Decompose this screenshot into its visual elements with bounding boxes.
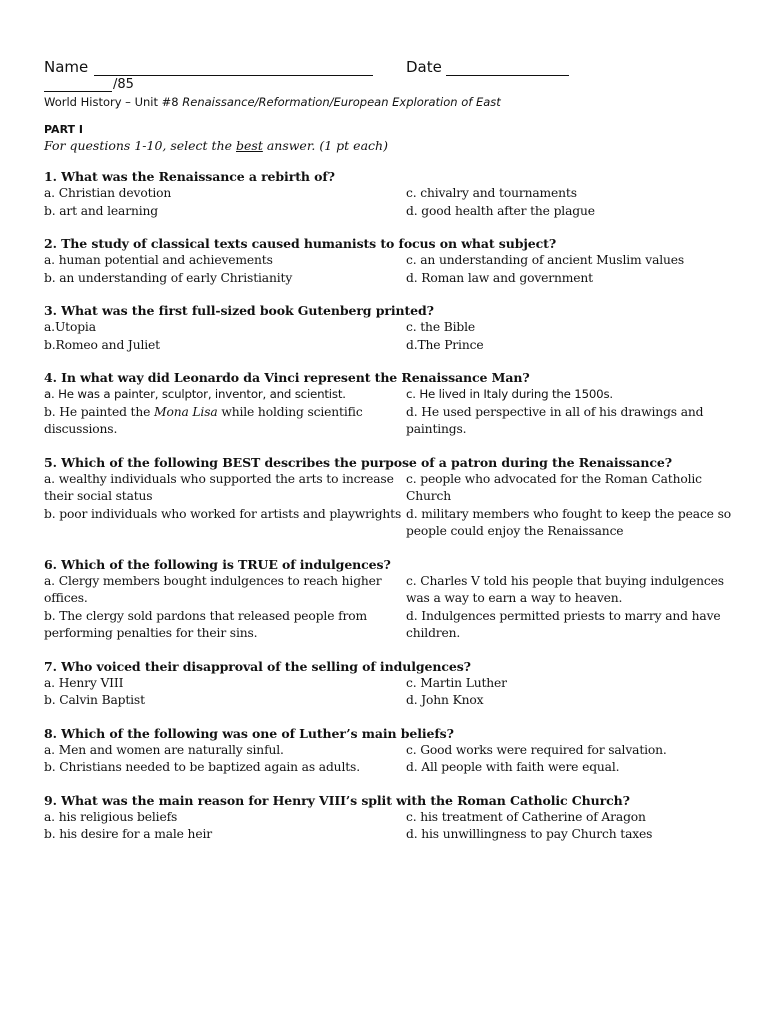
option-b[interactable]: b. Christians needed to be baptized again as adults. [44, 760, 360, 774]
score-total: /85 [113, 77, 134, 92]
answer-options [44, 185, 734, 220]
option-a[interactable]: a. Clergy members bought indulgences to reach higher offices. [44, 573, 382, 605]
option-d[interactable]: d. He used perspective in all of his drawings and paintings. [406, 404, 704, 436]
question-stem: 3. What was the first full-sized book Gutenberg printed? [44, 303, 434, 318]
option-a[interactable]: a. Men and women are naturally sinful. [44, 742, 284, 757]
question-stem: 4. In what way did Leonardo da Vinci represent the Renaissance Man? [44, 370, 530, 385]
question-2 [44, 235, 734, 287]
question-6 [44, 556, 734, 643]
unit-topic: Renaissance/Reformation/European Exploration of East [182, 95, 501, 109]
question-1 [44, 168, 734, 220]
option-b[interactable]: b. art and learning [44, 203, 158, 218]
question-5 [44, 454, 734, 541]
option-d[interactable]: d.The Prince [406, 337, 484, 352]
painting-title: Mona Lisa [154, 404, 218, 419]
question-stem: 9. What was the main reason for Henry VIII’s split with the Roman Catholic Church? [44, 792, 630, 808]
emphasis-best: best [236, 138, 263, 153]
option-d[interactable]: d. military members who fought to keep the peace so people could enjoy the Renaissance [406, 506, 731, 538]
option-b[interactable]: b. an understanding of early Christianity [44, 270, 293, 285]
option-d[interactable]: d. his unwillingness to pay Church taxes [406, 827, 653, 841]
option-b[interactable]: b. his desire for a male heir [44, 827, 212, 841]
option-c[interactable]: c. an understanding of ancient Muslim values [406, 253, 685, 267]
option-b[interactable]: b. He painted the Mona Lisa while holding scientific discussions. [44, 404, 363, 436]
option-c[interactable]: c. Good works were required for salvation. [406, 742, 667, 757]
option-b[interactable]: b. Calvin Baptist [44, 693, 145, 707]
option-b[interactable]: b. poor individuals who worked for artists and playwrights [44, 506, 402, 521]
course-subtitle [44, 95, 734, 109]
option-c[interactable]: c. chivalry and tournaments [406, 186, 577, 200]
date-label: Date [406, 58, 442, 76]
name-date-row [44, 58, 734, 78]
question-7 [44, 658, 734, 710]
answer-options [44, 319, 734, 354]
option-b[interactable]: b. The clergy sold pardons that released people from performing penalties for their sins. [44, 608, 367, 640]
option-a[interactable]: a. He was a painter, sculptor, inventor, and scientist. [44, 387, 346, 401]
option-c[interactable]: c. Martin Luther [406, 675, 507, 690]
question-stem: 2. The study of classical texts caused humanists to focus on what subject? [44, 236, 557, 251]
option-a[interactable]: a. Henry VIII [44, 675, 124, 690]
question-stem: 7. Who voiced their disapproval of the selling of indulgences? [44, 658, 471, 674]
option-a[interactable]: a. wealthy individuals who supported the arts to increase their social status [44, 471, 394, 503]
option-c[interactable]: c. his treatment of Catherine of Aragon [406, 809, 646, 824]
question-stem: 1. What was the Renaissance a rebirth of? [44, 169, 335, 184]
score-blank [44, 78, 112, 92]
date-blank [446, 58, 569, 76]
option-b[interactable]: b.Romeo and Juliet [44, 337, 160, 352]
answer-options [44, 386, 734, 439]
name-label: Name [44, 58, 89, 76]
question-stem: 8. Which of the following was one of Luther’s main beliefs? [44, 725, 454, 741]
answer-options [44, 675, 734, 710]
question-8 [44, 725, 734, 777]
question-3 [44, 302, 734, 354]
option-d[interactable]: d. John Knox [406, 693, 484, 707]
part-title: PART I [44, 123, 83, 136]
answer-options [44, 573, 734, 643]
question-4 [44, 369, 734, 439]
option-d[interactable]: d. good health after the plague [406, 203, 595, 218]
option-a[interactable]: a. human potential and achievements [44, 253, 273, 267]
part-instructions: For questions 1-10, select the best answer. (1 pt each) [44, 138, 388, 153]
name-blank [94, 58, 373, 76]
question-9 [44, 792, 734, 844]
answer-options [44, 742, 734, 777]
option-a[interactable]: a.Utopia [44, 320, 96, 334]
course-name: World History – Unit #8 [44, 95, 183, 109]
question-stem: 6. Which of the following is TRUE of indulgences? [44, 556, 391, 572]
option-d[interactable]: d. Roman law and government [406, 270, 593, 285]
option-c[interactable]: c. Charles V told his people that buying indulgences was a way to earn a way to heaven. [406, 573, 724, 605]
option-d[interactable]: d. All people with faith were equal. [406, 760, 620, 774]
option-d[interactable]: d. Indulgences permitted priests to marry and have children. [406, 608, 721, 640]
question-stem: 5. Which of the following BEST describes the purpose of a patron during the Renaissance? [44, 454, 672, 470]
worksheet-page [44, 58, 734, 844]
option-c[interactable]: c. He lived in Italy during the 1500s. [406, 387, 613, 401]
option-c[interactable]: c. the Bible [406, 320, 476, 334]
option-a[interactable]: a. Christian devotion [44, 186, 172, 200]
answer-options [44, 809, 734, 844]
option-c[interactable]: c. people who advocated for the Roman Catholic Church [406, 471, 702, 503]
option-a[interactable]: a. his religious beliefs [44, 809, 178, 824]
answer-options [44, 252, 734, 287]
score-row [44, 78, 734, 94]
answer-options [44, 471, 734, 541]
